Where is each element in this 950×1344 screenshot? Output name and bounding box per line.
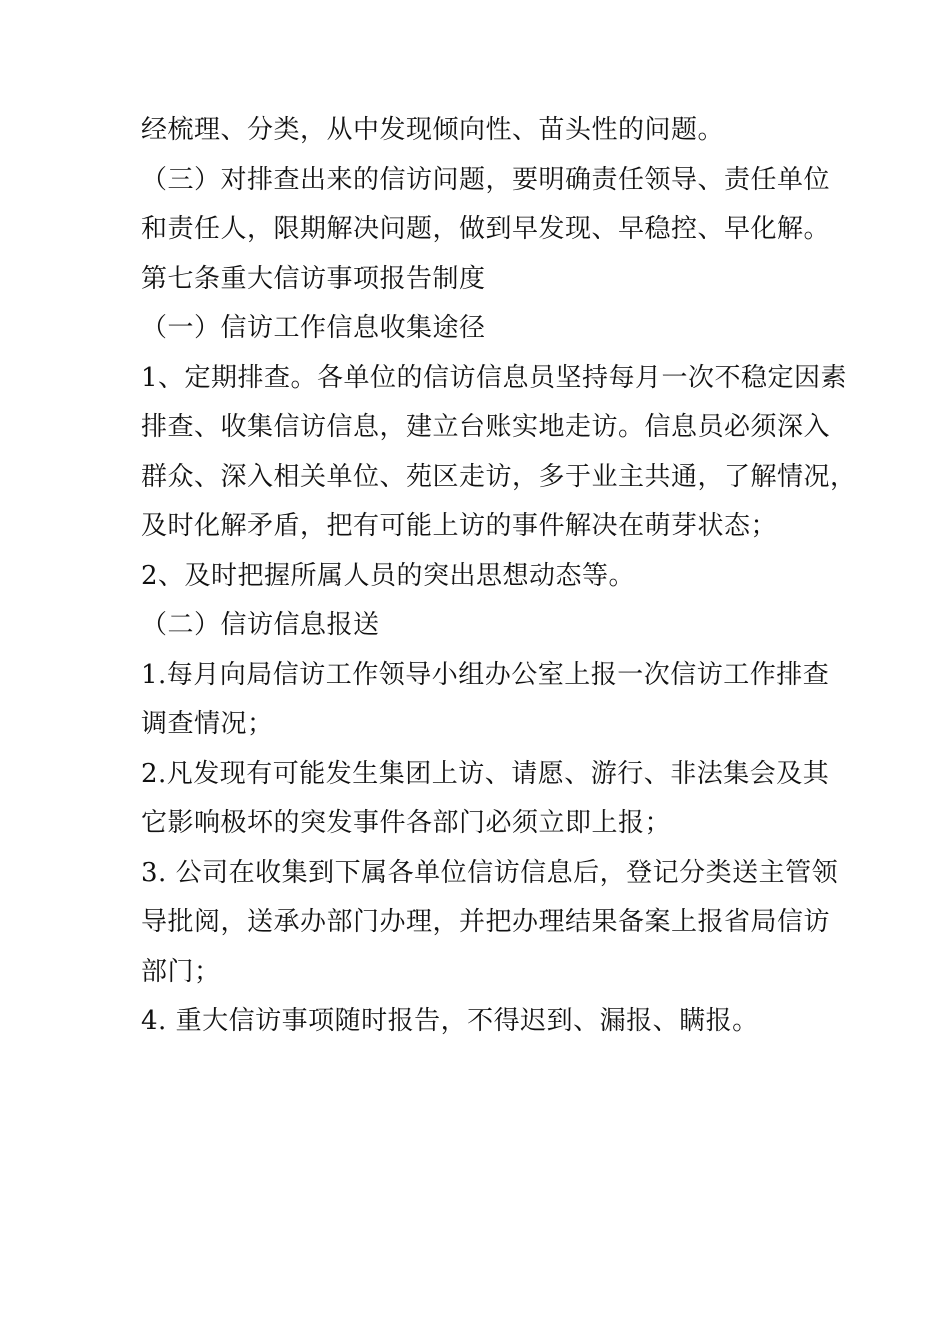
text-line: 它影响极坏的突发事件各部门必须立即上报； xyxy=(141,808,672,838)
section-heading: 第七条重大信访事项报告制度 xyxy=(141,263,486,294)
text-line: 经梳理、分类，从中发现倾向性、苗头性的问题。 xyxy=(141,115,725,145)
text-line: 3. 公司在收集到下属各单位信访信息后，登记分类送主管领 xyxy=(141,857,839,888)
text-line: 1.每月向局信访工作领导小组办公室上报一次信访工作排查 xyxy=(141,659,830,690)
text-line: （三）对排查出来的信访问题，要明确责任领导、责任单位 xyxy=(141,164,831,195)
text-line: 及时化解矛盾，把有可能上访的事件解决在萌芽状态； xyxy=(141,511,778,541)
text-line: 和责任人，限期解决问题，做到早发现、早稳控、早化解。 xyxy=(141,214,831,244)
text-line: 导批阅，送承办部门办理，并把办理结果备案上报省局信访 xyxy=(141,907,831,937)
text-line: 群众、深入相关单位、苑区走访，多于业主共通，了解情况， xyxy=(141,461,857,492)
text-line: 排查、收集信访信息，建立台账实地走访。信息员必须深入 xyxy=(141,412,831,442)
text-line: 4. 重大信访事项随时报告，不得迟到、漏报、瞒报。 xyxy=(141,1006,759,1036)
text-line: 调查情况； xyxy=(141,709,274,739)
subsection-heading: （二）信访信息报送 xyxy=(141,610,380,640)
text-line: 2、及时把握所属人员的突出思想动态等。 xyxy=(141,560,636,591)
text-line: 2.凡发现有可能发生集团上访、请愿、游行、非法集会及其 xyxy=(141,758,830,789)
text-line: 部门； xyxy=(141,956,221,987)
text-line: 1、定期排查。各单位的信访信息员坚持每月一次不稳定因素 xyxy=(141,362,848,393)
document-body xyxy=(141,106,857,1047)
subsection-heading: （一）信访工作信息收集途径 xyxy=(141,313,486,343)
